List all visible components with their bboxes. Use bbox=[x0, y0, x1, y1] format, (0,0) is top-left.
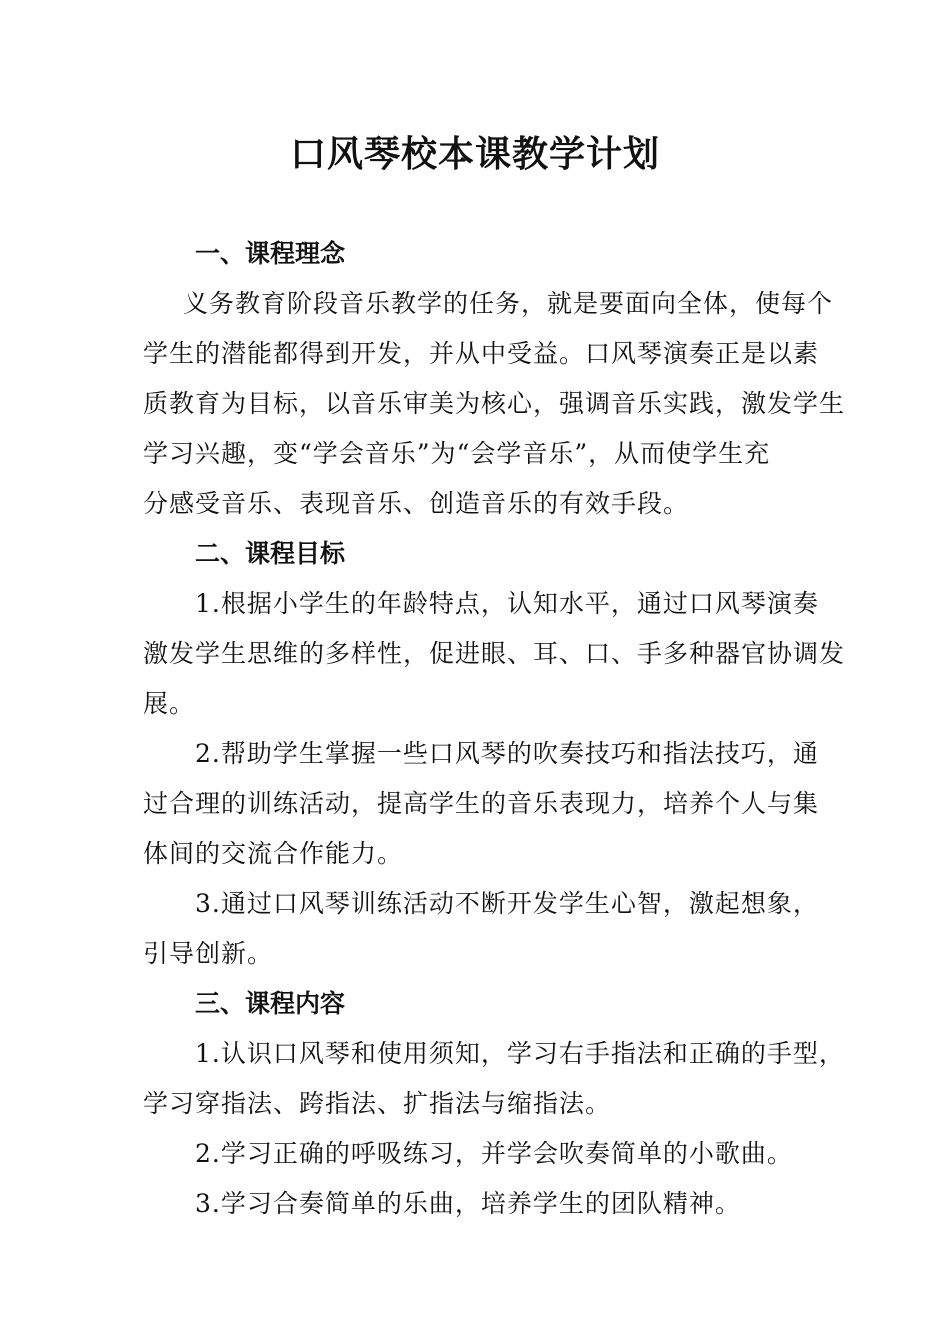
paragraph-line: 学习兴趣，变“学会音乐”为“会学音乐”，从而使学生充 bbox=[143, 439, 771, 468]
paragraph-line: 2.帮助学生掌握一些口风琴的吹奏技巧和指法技巧，通 bbox=[195, 739, 819, 768]
section-heading: 一、课程理念 bbox=[195, 239, 346, 268]
paragraph-line: 1.根据小学生的年龄特点，认知水平，通过口风琴演奏 bbox=[195, 589, 819, 618]
paragraph-line: 激发学生思维的多样性，促进眼、耳、口、手多种器官协调发 bbox=[143, 639, 846, 668]
paragraph-line: 1.认识口风琴和使用须知，学习右手指法和正确的手型， bbox=[195, 1039, 845, 1068]
section-heading: 三、课程内容 bbox=[195, 989, 346, 1018]
paragraph-line: 质教育为目标，以音乐审美为核心，强调音乐实践，激发学生 bbox=[143, 389, 846, 418]
paragraph-line: 3.通过口风琴训练活动不断开发学生心智，激起想象， bbox=[195, 889, 819, 918]
paragraph-line: 过合理的训练活动，提高学生的音乐表现力，培养个人与集 bbox=[143, 789, 820, 818]
paragraph-line: 分感受音乐、表现音乐、创造音乐的有效手段。 bbox=[143, 489, 690, 518]
paragraph-line: 学生的潜能都得到开发，并从中受益。口风琴演奏正是以素 bbox=[143, 339, 820, 368]
paragraph-line: 义务教育阶段音乐教学的任务，就是要面向全体，使每个 bbox=[183, 289, 834, 318]
section-heading: 二、课程目标 bbox=[195, 539, 346, 568]
paragraph-line: 学习穿指法、跨指法、扩指法与缩指法。 bbox=[143, 1089, 612, 1118]
paragraph-line: 展。 bbox=[143, 689, 196, 718]
paragraph-line: 体间的交流合作能力。 bbox=[143, 839, 404, 868]
document-title: 口风琴校本课教学计划 bbox=[289, 133, 660, 175]
paragraph-line: 引导创新。 bbox=[143, 939, 274, 968]
paragraph-line: 2.学习正确的呼吸练习，并学会吹奏简单的小歌曲。 bbox=[195, 1139, 793, 1168]
paragraph-line: 3.学习合奏简单的乐曲，培养学生的团队精神。 bbox=[195, 1189, 741, 1218]
